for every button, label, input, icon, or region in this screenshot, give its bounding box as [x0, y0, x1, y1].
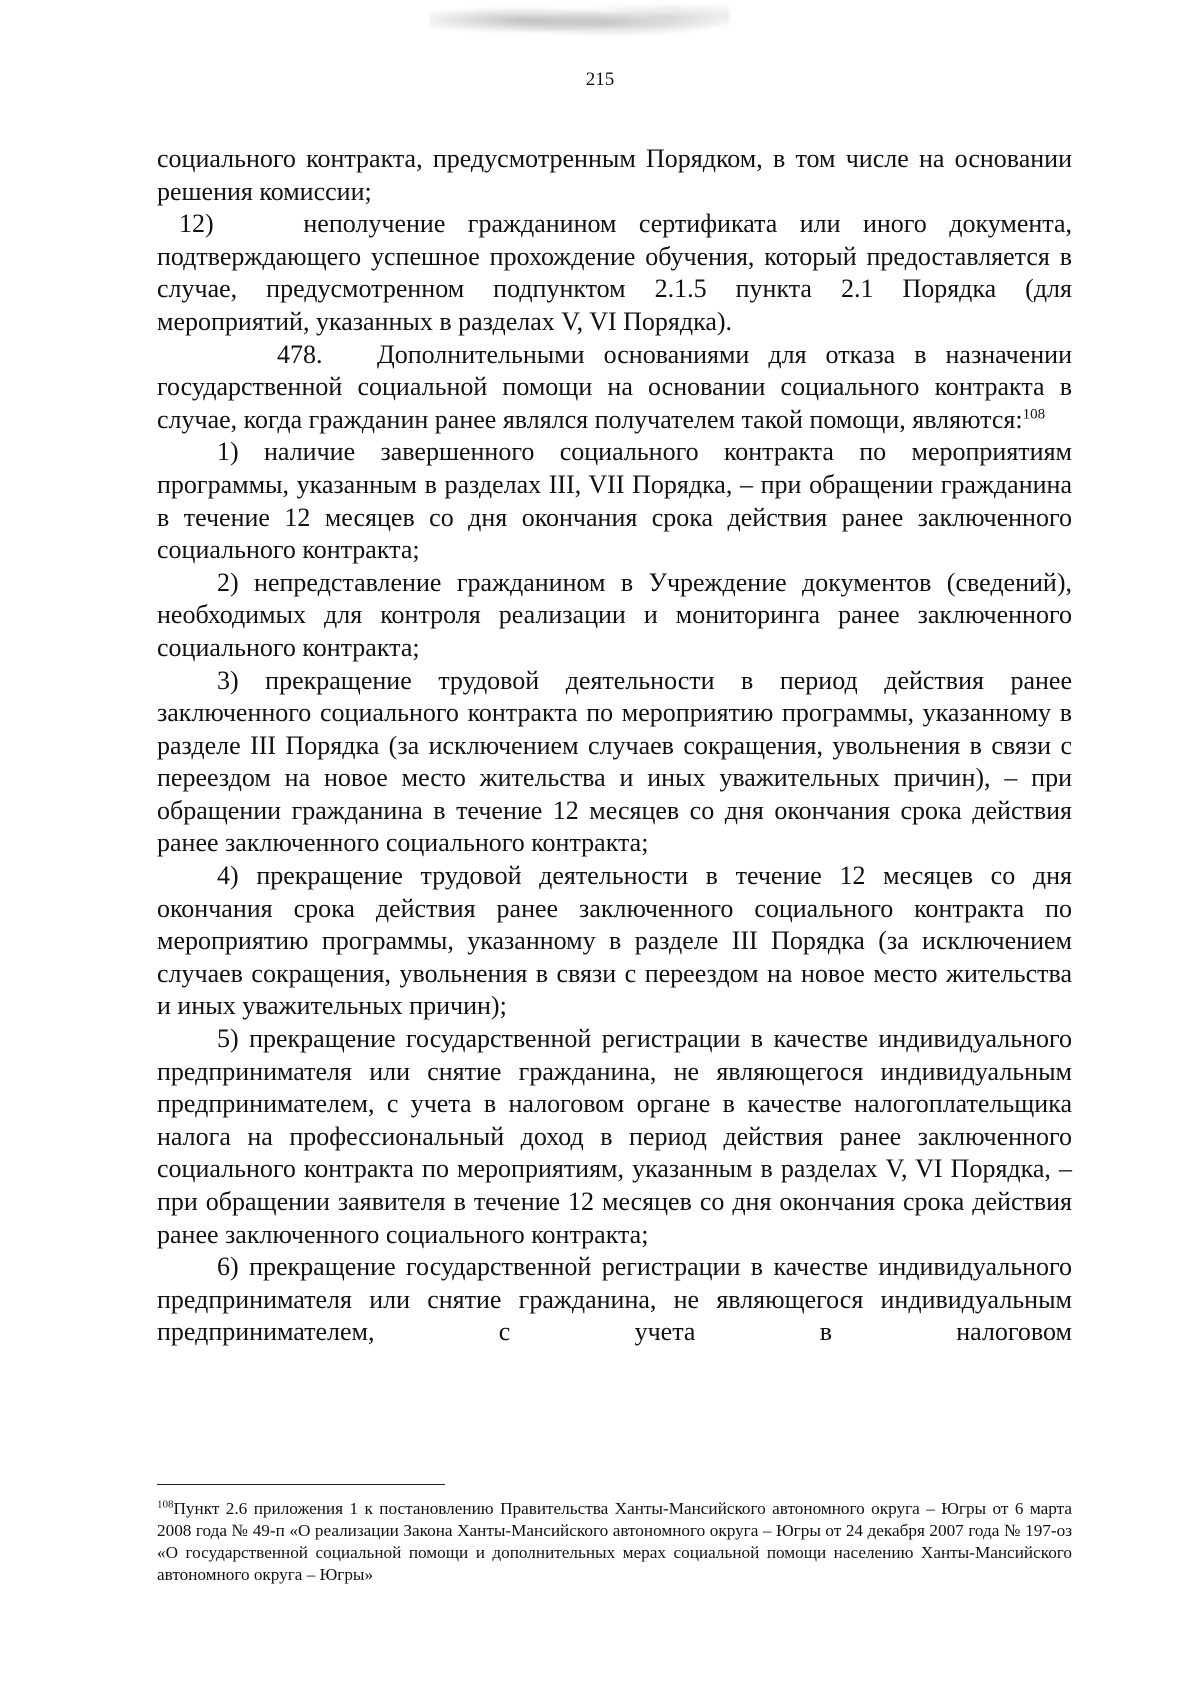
paragraph-number: 478.	[277, 339, 323, 369]
paragraph-text: Дополнительными основаниями для отказа в назначении государственной социальной помощи на основании социального контракта в случае, когда гражданин ранее являлся получателем такой помощи, являются:	[157, 339, 1072, 434]
paragraph-subitem-3: 3) прекращение трудовой деятельности в период действия ранее заключенного социального контракта по мероприятию программы, указанному в разделе III Порядка (за исключением случаев сокращения, увольнения в связи с переездом на новое место жительства и иных уважительных причин), – при обращении гражданина в течение 12 месяцев со дня окончания срока действия ранее заключенного социального контракта;	[157, 665, 1072, 858]
scan-artifact	[430, 4, 730, 44]
footnote-number: 108	[157, 1498, 174, 1511]
paragraph-478	[157, 339, 1072, 437]
paragraph-subitem-6: 6) прекращение государственной регистрации в качестве индивидуального предпринимателя или снятие гражданина, не являющегося индивидуальным предпринимателем, с учета в налоговом	[157, 1252, 1072, 1347]
paragraph-subitem-5: 5) прекращение государственной регистрации в качестве индивидуального предпринимателя или снятие гражданина, не являющегося индивидуальным предпринимателем, с учета в налоговом органе в качестве налогоплательщика налога на профессиональный доход в период действия ранее заключенного социального контракта по мероприятиям, указанным в разделах V, VI Порядка, – при обращении заявителя в течение 12 месяцев со дня окончания срока действия ранее заключенного социального контракта;	[157, 1024, 1072, 1249]
paragraph-subitem-2: 2) непредставление гражданином в Учреждение документов (сведений), необходимых для контроля реализации и мониторинга ранее заключенного социального контракта;	[157, 567, 1072, 662]
paragraph-item-12	[157, 208, 1072, 338]
paragraph-text: неполучение гражданином сертификата или иного документа, подтверждающего успешное прохождение обучения, который предоставляется в случае, предусмотренном подпунктом 2.1.5 пункта 2.1 Порядка (для мероприятий, указанных в разделах V, VI Порядка).	[157, 209, 1072, 336]
page-number: 215	[585, 69, 615, 90]
footnote-separator	[157, 1484, 445, 1485]
footnote-reference[interactable]: 108	[1022, 406, 1046, 423]
paragraph-subitem-1: 1) наличие завершенного социального контракта по мероприятиям программы, указанным в разделах III, VII Порядка, – при обращении гражданина в течение 12 месяцев со дня окончания срока действия ранее заключенного социального контракта;	[157, 437, 1072, 565]
document-body	[157, 143, 1072, 1349]
footnote-text: Пункт 2.6 приложения 1 к постановлению Правительства Ханты-Мансийского автономного округа – Югры от 6 марта 2008 года № 49-п «О реализации Закона Ханты-Мансийского автономного округа – Югры от 24 декабря 2007 года № 197-оз «О государственной социальной помощи и дополнительных мерах социальной помощи населению Ханты-Мансийского автономного округа – Югры»	[157, 1499, 1072, 1584]
paragraph-subitem-4: 4) прекращение трудовой деятельности в течение 12 месяцев со дня окончания срока действия ранее заключенного социального контракта по мероприятию программы, указанному в разделе III Порядка (за исключением случаев сокращения, увольнения в связи с переездом на новое место жительства и иных уважительных причин);	[157, 861, 1072, 1021]
item-number: 12)	[179, 209, 214, 239]
paragraph-continuation: социального контракта, предусмотренным Порядком, в том числе на основании решения комиссии;	[157, 144, 1072, 206]
footnote	[157, 1498, 1072, 1586]
